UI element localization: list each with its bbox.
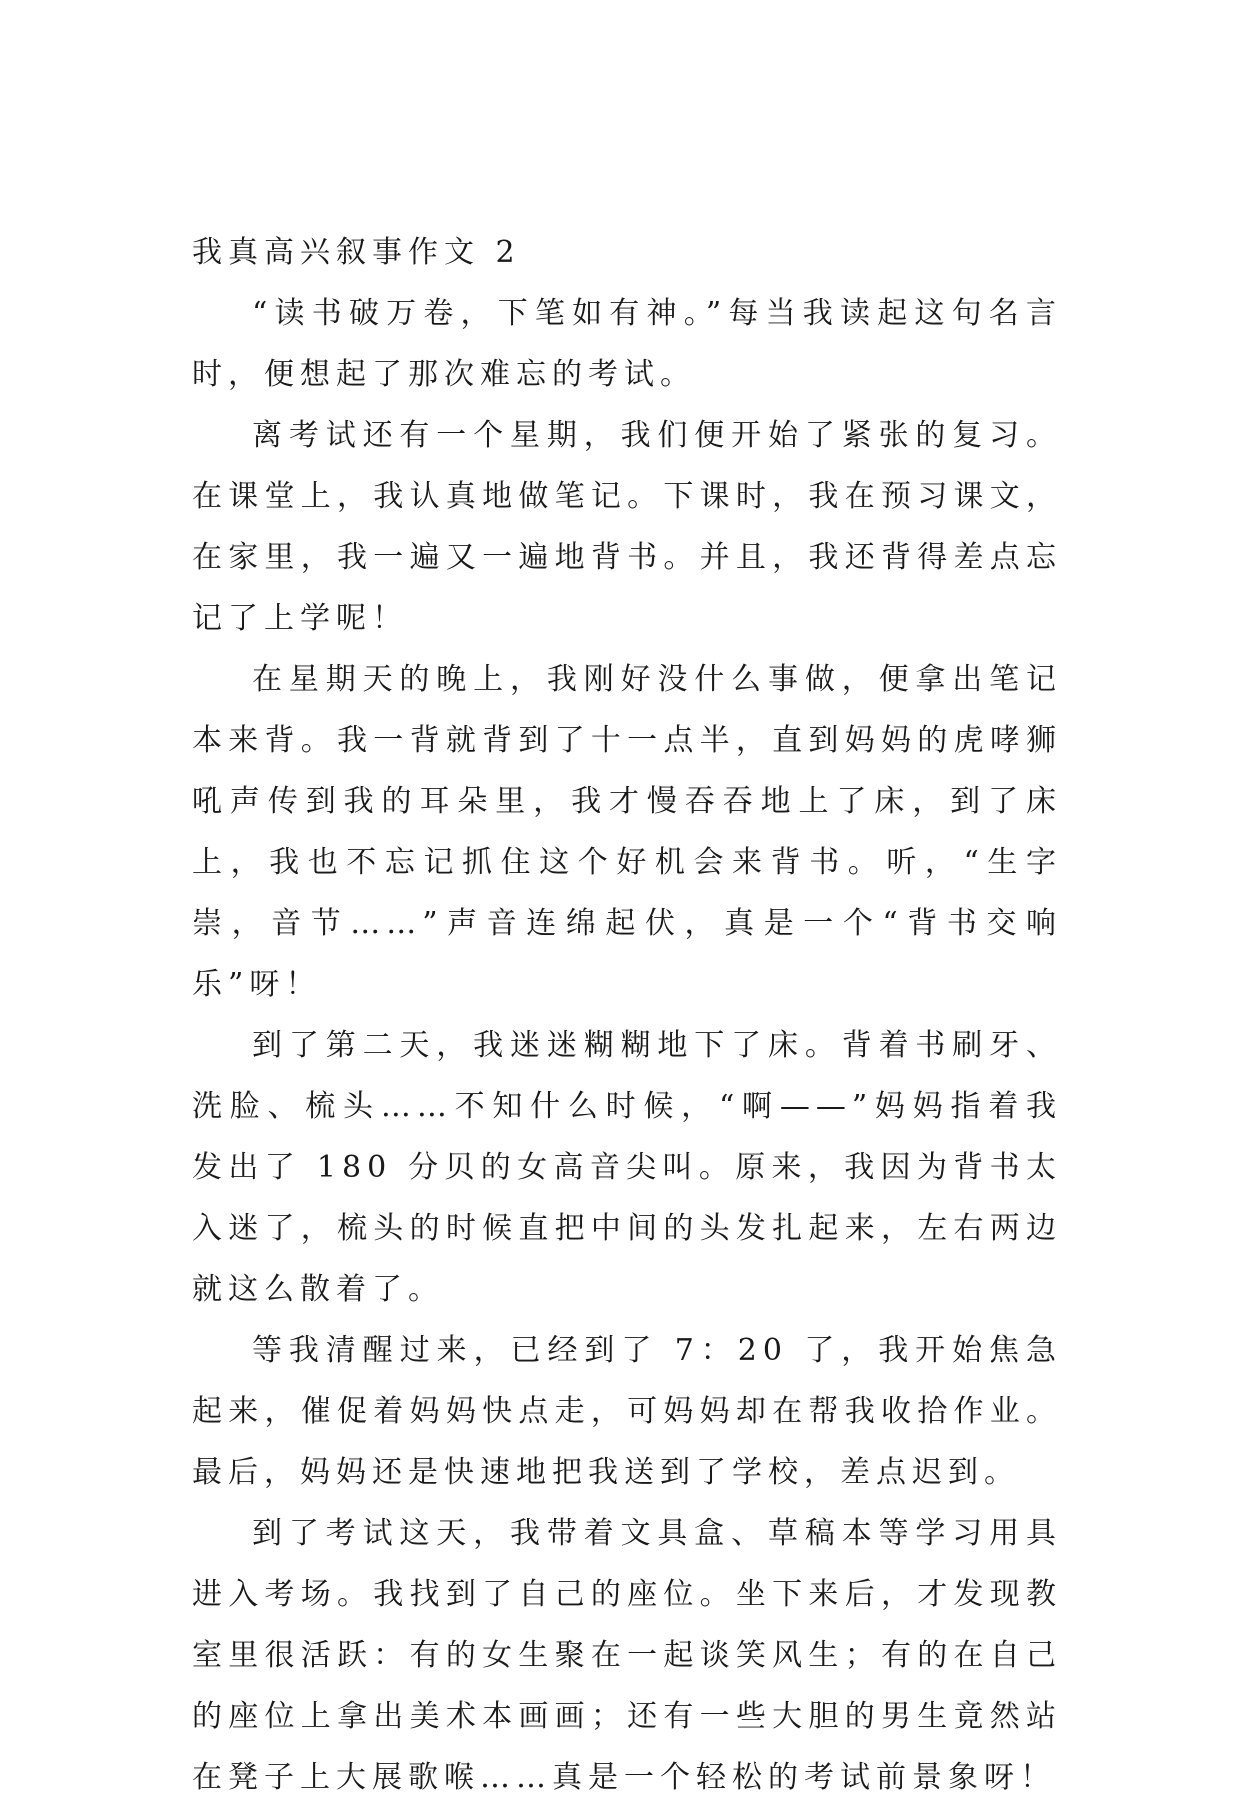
paragraph-5: 等我清醒过来，已经到了 7：20 了，我开始焦急起来，催促着妈妈快点走，可妈妈却在帮我收拾作业。最后，妈妈还是快速地把我送到了学校，差点迟到。 [192,1333,1062,1490]
document-body [192,222,1062,1808]
document-title: 我真高兴叙事作文 2 [192,235,521,270]
paragraph-4: 到了第二天，我迷迷糊糊地下了床。背着书刷牙、洗脸、梳头……不知什么时候，“啊——”妈妈指着我发出了 180 分贝的女高音尖叫。原来，我因为背书太入迷了，梳头的时候直把中间的头发扎起来，左右两边就这么散着了。 [192,1028,1062,1307]
paragraph-2: 离考试还有一个星期，我们便开始了紧张的复习。在课堂上，我认真地做笔记。下课时，我在预习课文，在家里，我一遍又一遍地背书。并且，我还背得差点忘记了上学呢！ [192,418,1062,636]
paragraph-3: 在星期天的晚上，我刚好没什么事做，便拿出笔记本来背。我一背就背到了十一点半，直到妈妈的虎哮狮吼声传到我的耳朵里，我才慢吞吞地上了床，到了床上，我也不忘记抓住这个好机会来背书。听，“生字崇，音节……”声音连绵起伏，真是一个“背书交响乐”呀！ [192,662,1062,1002]
paragraph-1: “读书破万卷，下笔如有神。”每当我读起这句名言时，便想起了那次难忘的考试。 [192,296,1062,392]
paragraph-6: 到了考试这天，我带着文具盒、草稿本等学习用具进入考场。我找到了自己的座位。坐下来后，才发现教室里很活跃：有的女生聚在一起谈笑风生；有的在自己的座位上拿出美术本画画；还有一些大胆的男生竟然站在凳子上大展歌喉……真是一个轻松的考试前景象呀！ [192,1516,1062,1795]
